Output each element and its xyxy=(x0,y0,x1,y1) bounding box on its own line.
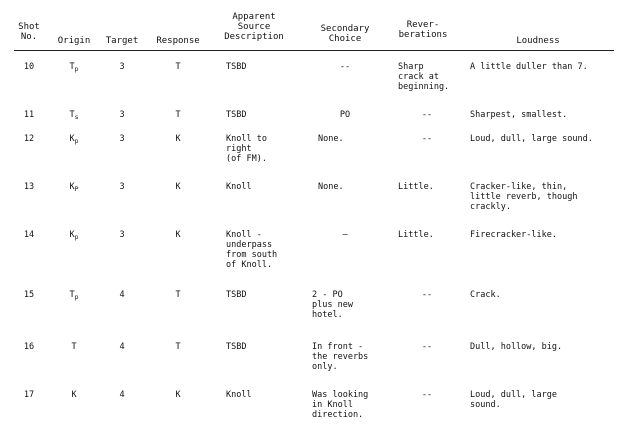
shot-number: 11 xyxy=(23,110,35,120)
response-cell: T xyxy=(175,290,181,300)
source-cell: Knoll to right (of FM). xyxy=(226,134,267,164)
response-cell: K xyxy=(175,182,181,192)
secondary-cell: In front - the reverbs only. xyxy=(312,342,369,372)
origin-letter: T xyxy=(69,110,75,120)
header-rule xyxy=(14,50,614,51)
response-cell: T xyxy=(175,110,181,120)
loudness-cell: Cracker-like, thin, little reverb, though crackly. xyxy=(470,182,578,212)
origin-cell xyxy=(52,182,96,194)
shot-number: 16 xyxy=(23,342,35,352)
loudness-cell: Sharpest, smallest. xyxy=(470,110,568,120)
target-cell: 4 xyxy=(119,342,125,352)
origin-cell xyxy=(52,230,96,242)
origin-cell xyxy=(52,110,96,122)
header-apparent-source: Apparent Source Description xyxy=(224,12,284,42)
secondary-cell: -- xyxy=(339,62,351,72)
reverb-cell: -- xyxy=(421,134,433,144)
origin-cell xyxy=(52,134,96,146)
response-cell: K xyxy=(175,390,181,400)
secondary-cell: Was looking in Knoll direction. xyxy=(312,390,369,420)
reverb-cell: Little. xyxy=(398,230,434,240)
target-cell: 3 xyxy=(119,134,125,144)
source-cell: TSBD xyxy=(226,110,247,120)
secondary-cell: PO xyxy=(339,110,351,120)
origin-subscript: p xyxy=(74,233,79,241)
reverb-cell: -- xyxy=(421,110,433,120)
secondary-cell: 2 - PO plus new hotel. xyxy=(312,290,353,320)
source-cell: Knoll xyxy=(226,182,252,192)
source-cell: TSBD xyxy=(226,342,247,352)
secondary-cell: None. xyxy=(318,134,344,144)
target-cell: 3 xyxy=(119,230,125,240)
header-secondary-choice: Secondary Choice xyxy=(320,24,370,44)
origin-subscript: s xyxy=(74,113,79,121)
secondary-cell: — xyxy=(342,230,348,240)
reverb-cell: -- xyxy=(421,390,433,400)
loudness-cell: Loud, dull, large sound. xyxy=(470,390,557,410)
source-cell: TSBD xyxy=(226,62,247,72)
origin-letter: T xyxy=(69,290,75,300)
loudness-cell: Firecracker-like. xyxy=(470,230,557,240)
header-response: Response xyxy=(156,36,200,46)
loudness-cell: Crack. xyxy=(470,290,501,300)
target-cell: 3 xyxy=(119,62,125,72)
reverb-cell: -- xyxy=(421,342,433,352)
origin-cell xyxy=(52,390,96,402)
shot-number: 14 xyxy=(23,230,35,240)
reverb-cell: Little. xyxy=(398,182,434,192)
shot-number: 10 xyxy=(23,62,35,72)
header-loudness: Loudness xyxy=(516,36,560,46)
origin-letter: K xyxy=(69,134,75,144)
origin-letter: T xyxy=(69,62,75,72)
reverb-cell: -- xyxy=(421,290,433,300)
target-cell: 4 xyxy=(119,390,125,400)
shot-number: 13 xyxy=(23,182,35,192)
source-cell: TSBD xyxy=(226,290,247,300)
source-cell: Knoll - underpass from south of Knoll. xyxy=(226,230,278,270)
response-cell: K xyxy=(175,230,181,240)
loudness-cell: Loud, dull, large sound. xyxy=(470,134,593,144)
origin-cell xyxy=(52,62,96,74)
origin-cell xyxy=(52,290,96,302)
origin-subscript: P xyxy=(74,185,79,193)
response-cell: T xyxy=(175,62,181,72)
secondary-cell: None. xyxy=(318,182,344,192)
header-reverberations: Rever- berations xyxy=(398,20,448,40)
origin-letter: K xyxy=(71,390,77,400)
origin-subscript: p xyxy=(74,65,79,73)
shot-number: 12 xyxy=(23,134,35,144)
target-cell: 4 xyxy=(119,290,125,300)
response-cell: T xyxy=(175,342,181,352)
target-cell: 3 xyxy=(119,110,125,120)
header-origin: Origin xyxy=(57,36,91,46)
target-cell: 3 xyxy=(119,182,125,192)
origin-subscript: p xyxy=(74,137,79,145)
reverb-cell: Sharp crack at beginning. xyxy=(398,62,450,92)
loudness-cell: Dull, hollow, big. xyxy=(470,342,563,352)
source-cell: Knoll xyxy=(226,390,252,400)
origin-letter: K xyxy=(69,230,75,240)
loudness-cell: A little duller than 7. xyxy=(470,62,588,72)
origin-letter: K xyxy=(69,182,75,192)
header-shot-no: Shot No. xyxy=(18,22,40,42)
shot-number: 17 xyxy=(23,390,35,400)
header-target: Target xyxy=(105,36,139,46)
response-cell: K xyxy=(175,134,181,144)
origin-cell xyxy=(52,342,96,354)
origin-letter: T xyxy=(71,342,77,352)
shot-number: 15 xyxy=(23,290,35,300)
origin-subscript: p xyxy=(74,293,79,301)
